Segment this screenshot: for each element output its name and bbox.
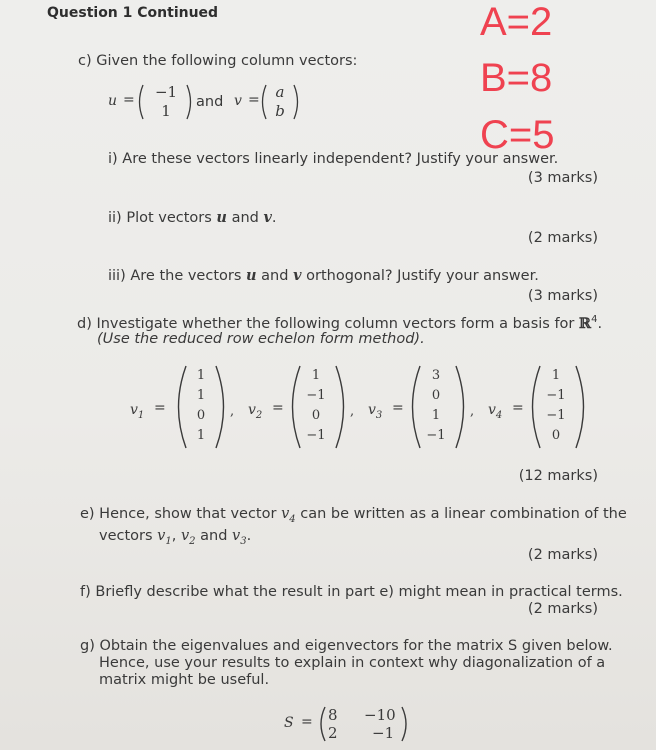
part-f-marks: (2 marks)	[527, 601, 598, 617]
equals-sign: =	[123, 92, 135, 108]
v1-entry: 1	[196, 388, 206, 403]
part-g-line3: matrix might be useful.	[99, 672, 270, 688]
part-c-prompt: c) Given the following column vectors:	[78, 53, 358, 69]
part-c-iii-prefix: iii) Are the vectors	[108, 268, 242, 284]
part-c-ii-v: v	[263, 209, 272, 226]
v4-entry: −1	[546, 408, 566, 423]
v2-label: $v_2$	[248, 402, 263, 421]
part-e-text: e) Hence, show that vector	[80, 506, 277, 522]
v3-entry: −1	[426, 428, 446, 443]
matrix-s-label: S	[284, 715, 294, 731]
part-e-vec: $v_4$	[281, 506, 296, 525]
part-e-vectors-word: vectors	[99, 528, 153, 544]
comma: ,	[470, 404, 475, 419]
part-d-line2: (Use the reduced row echelon form method).	[97, 331, 425, 347]
part-e-v1: $v_1$	[157, 528, 172, 547]
part-c-i-marks: (3 marks)	[527, 170, 598, 186]
v4-entry: 1	[551, 368, 561, 383]
u-bottom-entry: 1	[161, 102, 171, 120]
comma: ,	[350, 404, 355, 419]
v-bottom-entry: b	[275, 102, 285, 120]
equals-sign: =	[154, 400, 166, 416]
u-top-entry: −1	[154, 83, 178, 101]
v1-label: $v_1$	[130, 402, 145, 421]
matrix-s-entry: 2	[328, 724, 338, 742]
v2-entry: 1	[311, 368, 321, 383]
part-c-iii-u: u	[246, 267, 257, 284]
v-top-entry: a	[275, 83, 285, 101]
matrix-s-entry: −1	[372, 724, 395, 742]
v2-entry: 0	[311, 408, 321, 423]
part-g-line2: Hence, use your results to explain in context why diagonalization of a	[99, 655, 606, 671]
equals-sign: =	[272, 400, 284, 416]
v3-entry: 1	[431, 408, 441, 423]
v1-entry: 1	[196, 428, 206, 443]
matrix-s-entry: 8	[328, 706, 338, 724]
part-c-iii-v: v	[293, 267, 302, 284]
part-c-ii-u: u	[216, 209, 227, 226]
part-g-line1: g) Obtain the eigenvalues and eigenvectors for the matrix S given below.	[80, 638, 613, 654]
part-c-iii-and: and	[261, 268, 289, 284]
part-c-iii-marks: (3 marks)	[527, 288, 598, 304]
part-e-line1	[80, 505, 627, 529]
vector-list	[130, 362, 600, 458]
v4-label: $v_4$	[488, 402, 503, 421]
matrix-s-entry: −10	[364, 706, 396, 724]
part-e-text-end: can be written as a linear combination of the	[300, 506, 627, 522]
part-c-iii-suffix: orthogonal? Justify your answer.	[306, 268, 539, 284]
u-symbol: u	[108, 93, 118, 109]
equals-sign: =	[512, 400, 524, 416]
v1-entry: 1	[196, 368, 206, 383]
v1-entry: 0	[196, 408, 206, 423]
part-c-ii-marks: (2 marks)	[527, 230, 598, 246]
part-c-ii-and: and	[231, 210, 259, 226]
part-c-iii	[108, 267, 539, 285]
v3-entry: 0	[431, 388, 441, 403]
part-e-v3: $v_3$	[232, 528, 247, 547]
v2-entry: −1	[306, 388, 326, 403]
equals-sign: =	[301, 714, 313, 730]
annotation-c: C=5	[480, 113, 555, 157]
part-e-v2: $v_2$	[180, 528, 196, 547]
equals-sign: =	[392, 400, 404, 416]
v4-entry: 0	[551, 428, 561, 443]
v4-entry: −1	[546, 388, 566, 403]
real-numbers-symbol: ℝ	[579, 314, 592, 332]
part-e-and: and	[200, 528, 228, 544]
part-c-ii-prefix: ii) Plot vectors	[108, 210, 212, 226]
part-e-line2: vectors $v_1$, $v_2$ and $v_3$.	[99, 528, 252, 547]
annotation-b: B=8	[480, 56, 553, 100]
v3-entry: 3	[431, 368, 441, 383]
matrix-s	[284, 704, 434, 750]
comma: ,	[230, 404, 235, 419]
question-header: Question 1 Continued	[47, 5, 219, 21]
part-d-marks: (12 marks)	[518, 468, 598, 484]
and-word: and	[196, 94, 224, 110]
v3-label: $v_3$	[368, 402, 383, 421]
part-e-marks: (2 marks)	[527, 547, 598, 563]
part-c-ii: ii) Plot vectors u and v.	[108, 209, 277, 226]
part-d-text: d) Investigate whether the following column vectors form a basis for	[77, 315, 575, 332]
equals-sign: =	[248, 92, 260, 108]
part-c-i: i) Are these vectors linearly independent? Justify your answer.	[108, 151, 559, 167]
part-d-line1: d) Investigate whether the following column vectors form a basis for ℝ$^4$.	[77, 314, 603, 332]
v2-entry: −1	[306, 428, 326, 443]
annotation-a: A=2	[480, 0, 553, 44]
v-symbol: v	[234, 93, 242, 109]
part-f-line1: f) Briefly describe what the result in part e) might mean in practical terms.	[80, 584, 623, 600]
real-numbers-power: 4	[591, 314, 598, 325]
